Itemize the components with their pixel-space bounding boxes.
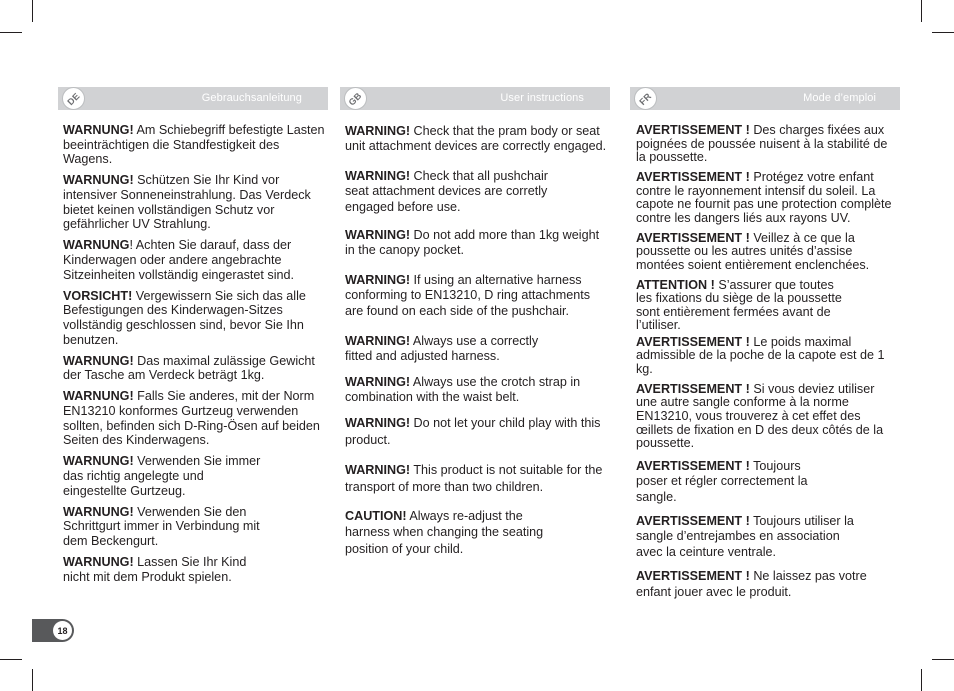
crop-mark [921, 669, 922, 691]
column-gb [340, 87, 610, 557]
crop-mark [921, 0, 922, 22]
column-fr [630, 87, 900, 606]
section-title-de: Gebrauchsanleitung [201, 92, 302, 104]
warnings-list-fr [630, 110, 900, 600]
crop-mark [932, 659, 954, 660]
warning-item: CAUTION! Always re-adjust the harness when changing the seating position of your child. [345, 508, 544, 556]
warning-item: AVERTISSEMENT ! Des charges fixées aux poignées de poussée nuisent à la stabilité de la poussette. [636, 123, 888, 165]
warning-item: VORSICHT! Vergewissern Sie sich das alle Befestigungen des Kinderwagen-Sitzes vollständig geschlossen sind, bevor Sie Ihn benutzen. [63, 288, 306, 347]
warnings-list-gb [340, 110, 610, 557]
warning-item: WARNING! This product is not suitable for the transport of more than two children. [345, 462, 603, 494]
warning-item: WARNING! Always use a correctly fitted and adjusted harness. [345, 334, 539, 364]
warning-item: WARNING! Do not let your child play with this product. [345, 415, 601, 447]
section-title-gb: User instructions [500, 92, 584, 104]
warning-item: WARNING! Always use the crotch strap in combination with the waist belt. [345, 374, 581, 405]
warning-item: WARNING! If using an alternative harness conforming to EN13210, D ring attachments are found on each side of the pushchair. [345, 272, 591, 318]
section-header-de [58, 87, 328, 110]
warning-item: WARNUNG! Das maximal zulässige Gewicht der Tasche am Verdeck beträgt 1kg. [63, 353, 315, 383]
page-number: 18 [53, 621, 72, 640]
warning-item: WARNUNG! Achten Sie darauf, dass der Kinderwagen oder andere angebrachte Sitzeinheiten vollständig eingerastet sind. [63, 238, 295, 282]
language-badge-gb: GB [344, 87, 367, 110]
crop-mark [0, 659, 22, 660]
warning-item: AVERTISSEMENT ! Ne laissez pas votre enfant jouer avec le produit. [636, 569, 867, 599]
warning-item: WARNUNG! Falls Sie anderes, mit der Norm EN13210 konformes Gurtzeug verwenden sollten, befinden sich D-Ring-Ösen auf beiden Seiten des Kinderwagens. [63, 389, 320, 448]
warnings-list-de [58, 110, 328, 584]
language-badge-de: DE [62, 87, 85, 110]
crop-mark [0, 32, 22, 33]
warning-item: WARNING! Check that the pram body or seat unit attachment devices are correctly engaged. [345, 124, 607, 154]
warning-item: WARNUNG! Verwenden Sie immer das richtig angelegte und eingestellte Gurtzeug. [63, 454, 261, 498]
warning-item: WARNUNG! Verwenden Sie den Schrittgurt immer in Verbindung mit dem Beckengurt. [63, 504, 260, 548]
language-badge-fr: FR [634, 87, 657, 110]
warning-item: WARNUNG! Schützen Sie Ihr Kind vor intensiver Sonneneinstrahlung. Das Verdeck bietet keinen vollständigen Schutz vor gefährlicher UV Strahlung. [63, 173, 311, 232]
warning-item: AVERTISSEMENT ! Toujours utiliser la sangle d’entrejambes en association avec la ceinture ventrale. [636, 514, 854, 559]
warning-item: AVERTISSEMENT ! Si vous deviez utiliser une autre sangle conforme à la norme EN13210, vous trouverez à cet effet des œillets de fixation en D des deux côtés de la poussette. [636, 381, 884, 451]
section-header-gb [340, 87, 610, 110]
section-header-fr [630, 87, 900, 110]
warning-item: AVERTISSEMENT ! Protégez votre enfant contre le rayonnement intensif du soleil. La capote ne fournit pas une protection complète contre les dangers liés aux rayons UV. [636, 169, 892, 225]
warning-item: AVERTISSEMENT ! Le poids maximal admissible de la poche de la capote est de 1 kg. [636, 334, 885, 377]
crop-mark [32, 669, 33, 691]
warning-item: ATTENTION ! S’assurer que toutes les fixations du siège de la poussette sont entièrement fermées avant de l’utiliser. [636, 277, 842, 333]
warning-item: AVERTISSEMENT ! Veillez à ce que la poussette ou les autres unités d’assise montées soient entièrement enclenchées. [636, 230, 870, 272]
warning-item: AVERTISSEMENT ! Toujours poser et régler correctement la sangle. [636, 458, 808, 504]
warning-item: WARNUNG! Lassen Sie Ihr Kind nicht mit dem Produkt spielen. [63, 555, 247, 584]
column-de [58, 87, 328, 591]
crop-mark [932, 32, 954, 33]
section-title-fr: Mode d’emploi [803, 92, 876, 104]
warning-item: WARNUNG! Am Schiebegriff befestigte Lasten beeinträchtigen die Standfestigkeit des Wagens. [63, 123, 325, 167]
warning-item: WARNING! Do not add more than 1kg weight in the canopy pocket. [345, 228, 600, 258]
crop-mark [32, 0, 33, 22]
page-number-tab [32, 619, 74, 642]
warning-item: WARNING! Check that all pushchair seat attachment devices are corretly engaged before use. [345, 168, 548, 214]
